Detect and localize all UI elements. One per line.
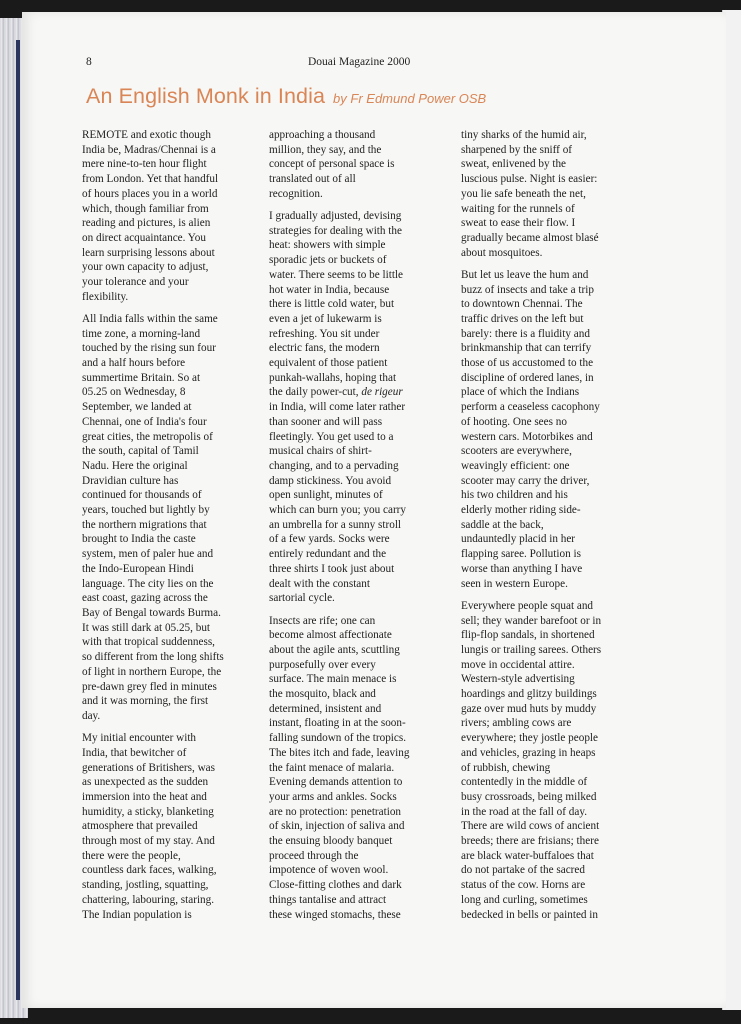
- text-line: refreshing. You sit under: [269, 327, 380, 340]
- binding-spine: [16, 40, 20, 1000]
- text-line: great cities, the metropolis of: [82, 430, 213, 443]
- text-line: changing, and to a pervading: [269, 459, 399, 472]
- text-line: Bay of Bengal towards Burma.: [82, 607, 221, 619]
- text-line: pre-dawn grey fled in minutes: [82, 680, 217, 693]
- text-line: breeds; there are frisians; there: [461, 835, 599, 848]
- text-line: undauntedly placid in her: [461, 533, 576, 546]
- text-line: hot water in India, because: [269, 283, 390, 296]
- text-line: mere nine-to-ten hour flight: [82, 158, 207, 171]
- text-line: the daily power-cut, de rigeur: [269, 386, 403, 399]
- paragraph: [461, 599, 633, 922]
- text-line: in India, will come later rather: [269, 401, 406, 414]
- text-line: his two children and his: [461, 489, 568, 502]
- text-line: the south, capital of Tamil: [82, 445, 199, 458]
- italic-phrase: de rigeur: [361, 386, 403, 399]
- text-line: proceed through the: [269, 849, 359, 862]
- text-line: the faint menace of malaria.: [269, 761, 395, 774]
- text-line: contentedly in the middle of: [461, 776, 588, 789]
- text-line: do not partake of the sacred: [461, 864, 585, 877]
- text-line: and it was morning, the first: [82, 695, 209, 708]
- text-line: brinkmanship that can terrify: [461, 342, 592, 355]
- text-line: chattering, labouring, staring.: [82, 893, 215, 906]
- text-line: entirely redundant and the: [269, 548, 387, 561]
- text-line: There are wild cows of ancient: [461, 820, 600, 833]
- text-line: about mosquitoes.: [461, 246, 543, 259]
- text-line: with that tropical suddenness,: [82, 636, 215, 649]
- text-line: continued for thousands of: [82, 489, 202, 502]
- text-column-2: [269, 128, 441, 930]
- text-line: Dravidian culture has: [82, 474, 179, 487]
- text-line: long and curling, sometimes: [461, 893, 588, 906]
- text-line: The Indian population is: [82, 908, 192, 921]
- text-line: million, they say, and the: [269, 143, 382, 156]
- text-line: immersion into the heat and: [82, 790, 207, 803]
- text-line: western cars. Motorbikes and: [461, 430, 593, 443]
- text-line: through most of my stay. And: [82, 835, 215, 848]
- text-line: of a few yards. Socks were: [269, 533, 390, 546]
- text-line: scooter may carry the driver,: [461, 474, 590, 487]
- text-line: But let us leave the hum and: [461, 268, 589, 281]
- text-line: busy crossroads, being milked: [461, 790, 597, 803]
- text-line: on direct acquaintance. You: [82, 231, 206, 244]
- text-line: falling sundown of the tropics.: [269, 732, 407, 745]
- article-heading: [86, 84, 686, 109]
- text-line: standing, jostling, squatting,: [82, 879, 209, 892]
- text-line: and vehicles, grazing in heaps: [461, 746, 596, 759]
- text-line: time zone, a morning-land: [82, 327, 201, 340]
- text-line: elderly mother riding side-: [461, 504, 581, 517]
- text-column-3: [461, 128, 633, 930]
- paragraph: [82, 731, 254, 922]
- text-line: so different from the long shifts: [82, 651, 224, 664]
- text-line: Everywhere people squat and: [461, 599, 594, 612]
- text-line: of hours places you in a world: [82, 187, 218, 200]
- text-line: your tolerance and your: [82, 276, 189, 289]
- text-line: are no protection: penetration: [269, 805, 402, 818]
- text-line: language. The city lies on the: [82, 577, 214, 590]
- text-line: surface. The main menace is: [269, 673, 397, 686]
- text-line: bedecked in bells or painted in: [461, 908, 599, 921]
- text-line: India be, Madras/Chennai is a: [82, 143, 216, 156]
- text-line: gaze over mud huts by muddy: [461, 702, 597, 715]
- text-line: everywhere; they jostle people: [461, 732, 598, 745]
- text-line: perform a ceaseless cacophony: [461, 401, 600, 414]
- text-line: India, that bewitcher of: [82, 746, 187, 759]
- text-line: status of the cow. Horns are: [461, 879, 586, 892]
- text-line: equivalent of those patient: [269, 357, 388, 370]
- text-line: hoardings and glitzy buildings: [461, 688, 597, 701]
- text-line: dealt with the constant: [269, 577, 370, 590]
- text-line: which, though familiar from: [82, 202, 209, 215]
- running-title: Douai Magazine 2000: [308, 56, 411, 68]
- page-header: [86, 56, 646, 72]
- text-line: touched by the rising sun four: [82, 342, 216, 355]
- text-line: Nadu. Here the original: [82, 459, 188, 472]
- text-line: flapping saree. Pollution is: [461, 548, 581, 561]
- text-column-1: [82, 128, 254, 930]
- text-line: you lie safe beneath the net,: [461, 187, 586, 200]
- text-line: system, men of paler hue and: [82, 548, 214, 561]
- article-byline: by Fr Edmund Power OSB: [333, 91, 487, 106]
- text-line: tiny sharks of the humid air,: [461, 129, 587, 141]
- text-line: recognition.: [269, 187, 323, 200]
- text-line: weavingly efficient: one: [461, 459, 570, 472]
- text-line: instant, floating in at the soon-: [269, 717, 406, 730]
- text-line: sweat, enlivened by the: [461, 158, 567, 171]
- text-line: water. There seems to be little: [269, 268, 403, 281]
- text-line: generations of Britishers, was: [82, 761, 215, 774]
- text-line: flip-flop sandals, in shortened: [461, 629, 595, 642]
- paragraph: [269, 128, 441, 202]
- text-line: 05.25 on Wednesday, 8: [82, 386, 186, 399]
- text-line: lungis or trailing sarees. Others: [461, 643, 602, 656]
- text-line: than sooner and will pass: [269, 415, 383, 428]
- text-line: flexibility.: [82, 290, 129, 303]
- text-line: become almost affectionate: [269, 629, 392, 642]
- text-line: of hooting. One sees no: [461, 415, 567, 428]
- text-line: as unexpected as the sudden: [82, 776, 209, 789]
- text-line: there is little cold water, but: [269, 298, 395, 311]
- text-line: brought to India the caste: [82, 533, 196, 546]
- text-line: purposefully over every: [269, 658, 376, 671]
- text-line: these winged stomachs, these: [269, 908, 401, 921]
- text-line: punkah-wallahs, hoping that: [269, 371, 397, 384]
- article-title: An English Monk in India: [86, 84, 326, 108]
- text-line: I gradually adjusted, devising: [269, 210, 402, 223]
- paragraph: [82, 312, 254, 724]
- text-line: an umbrella for a sunny stroll: [269, 518, 402, 531]
- text-line: in the road at the fall of day.: [461, 805, 588, 818]
- text-line: of skin, injection of saliva and: [269, 820, 405, 833]
- text-line: seen in western Europe.: [461, 577, 568, 590]
- text-line: three shirts I took just about: [269, 562, 395, 575]
- text-line: concept of personal space is: [269, 158, 395, 171]
- text-line: your own capacity to adjust,: [82, 261, 209, 274]
- text-line: move in occidental attire.: [461, 658, 575, 671]
- text-line: which can burn you; you carry: [269, 504, 407, 517]
- text-line: determined, insistent and: [269, 702, 382, 715]
- text-line: sartorial cycle.: [269, 592, 335, 605]
- text-line: your arms and ankles. Socks: [269, 790, 397, 803]
- text-line: and a half hours before: [82, 357, 186, 370]
- paragraph: [461, 268, 633, 591]
- text-line: buzz of insects and take a trip: [461, 283, 594, 296]
- text-line: of light in northern Europe, the: [82, 665, 222, 678]
- text-line: sharpened by the sniff of: [461, 143, 573, 156]
- paragraph: [269, 209, 441, 606]
- text-line: worse than anything I have: [461, 562, 583, 575]
- text-line: place of which the Indians: [461, 386, 580, 399]
- text-line: impotence of woven wool.: [269, 864, 389, 877]
- text-line: Chennai, one of India's four: [82, 415, 207, 428]
- text-line: September, we landed at: [82, 401, 192, 414]
- text-line: humidity, a sticky, blanketing: [82, 805, 214, 818]
- text-line: open sunlight, minutes of: [269, 489, 383, 502]
- text-line: strategies for dealing with the: [269, 224, 402, 237]
- text-line: reading and pictures, is alien: [82, 217, 211, 230]
- text-line: musical chairs of shirt-: [269, 445, 372, 458]
- text-line: sporadic jets or buckets of: [269, 254, 387, 267]
- text-line: traffic drives on the left but: [461, 312, 584, 325]
- text-line: Evening demands attention to: [269, 776, 403, 789]
- text-line: the Indo-European Hindi: [82, 562, 194, 575]
- page-number: 8: [86, 56, 92, 68]
- text-line: countless dark faces, walking,: [82, 864, 217, 877]
- text-line: years, touched but lightly by: [82, 504, 210, 517]
- text-line: rivers; ambling cows are: [461, 717, 572, 730]
- text-line: Western-style advertising: [461, 673, 575, 686]
- text-line: saddle at the back,: [461, 518, 544, 531]
- text-line: of rubbish, chewing: [461, 761, 551, 774]
- text-line: scooters are everywhere,: [461, 445, 572, 458]
- text-line: approaching a thousand: [269, 129, 376, 141]
- text-line: All India falls within the same: [82, 312, 218, 325]
- text-line: the northern migrations that: [82, 518, 207, 531]
- text-line: there were the people,: [82, 849, 181, 862]
- text-line: even a jet of lukewarm is: [269, 312, 382, 325]
- text-line: My initial encounter with: [82, 732, 197, 745]
- text-line: translated out of all: [269, 173, 356, 186]
- paragraph: [82, 128, 254, 304]
- text-line: learn surprising lessons about: [82, 246, 215, 259]
- text-line: waiting for the runnels of: [461, 202, 575, 215]
- paragraph: [269, 614, 441, 923]
- text-line: fleetingly. You get used to a: [269, 430, 394, 443]
- text-line: summertime Britain. So at: [82, 371, 201, 384]
- text-line: to downtown Chennai. The: [461, 298, 583, 311]
- text-line: damp stickiness. You avoid: [269, 474, 392, 487]
- text-line: day.: [82, 709, 101, 722]
- text-line: heat: showers with simple: [269, 239, 386, 252]
- text-line: It was still dark at 05.25, but: [82, 621, 211, 634]
- paragraph: [461, 128, 633, 260]
- text-line: barely: there is a fluidity and: [461, 327, 590, 340]
- text-line: from London. Yet that handful: [82, 173, 219, 186]
- text-line: the ensuing bloody banquet: [269, 835, 393, 848]
- text-line: about the agile ants, scuttling: [269, 643, 400, 656]
- text-line: REMOTE and exotic though: [82, 129, 211, 141]
- text-line: are black water-buffaloes that: [461, 849, 594, 862]
- text-line: The bites itch and fade, leaving: [269, 746, 410, 759]
- text-line: luscious pulse. Night is easier:: [461, 173, 598, 186]
- text-line: Insects are rife; one can: [269, 614, 376, 627]
- text-line: gradually became almost blasé: [461, 231, 599, 244]
- text-line: electric fans, the modern: [269, 342, 380, 355]
- text-line: Close-fitting clothes and dark: [269, 879, 402, 892]
- text-line: discipline of ordered lanes, in: [461, 371, 594, 384]
- text-line: things tantalise and attract: [269, 893, 387, 906]
- text-line: sell; they wander barefoot or in: [461, 614, 602, 627]
- text-line: the mosquito, black and: [269, 688, 376, 701]
- text-line: sweat to ease their flow. I: [461, 217, 576, 230]
- text-line: those of us accustomed to the: [461, 357, 594, 370]
- text-line: atmosphere that prevailed: [82, 820, 198, 833]
- text-line: east coast, gazing across the: [82, 592, 208, 605]
